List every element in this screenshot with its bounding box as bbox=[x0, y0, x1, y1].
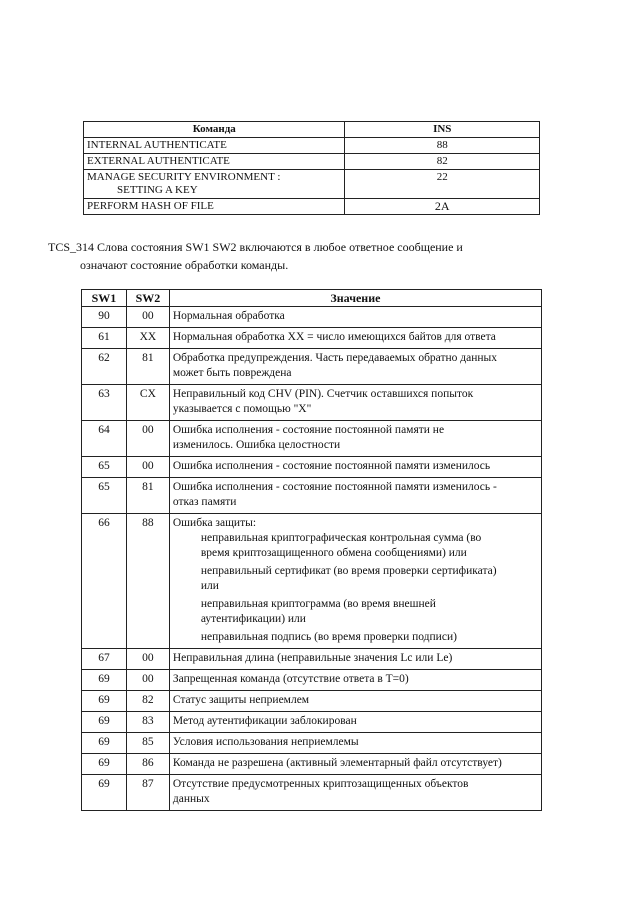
sw2-cell: XX bbox=[126, 328, 169, 349]
ins-cell: 22 bbox=[345, 170, 540, 199]
status-words-table bbox=[81, 289, 542, 811]
table-row bbox=[82, 349, 542, 385]
sw1-cell: 69 bbox=[82, 691, 127, 712]
meaning-sub-line: неправильная криптографическая контрольная сумма (во bbox=[200, 532, 482, 544]
command-cell bbox=[84, 138, 345, 154]
sw1-cell: 64 bbox=[82, 421, 127, 457]
table-row bbox=[82, 649, 542, 670]
meaning-cell bbox=[169, 649, 541, 670]
meaning-line: изменилось. Ошибка целостности bbox=[172, 439, 341, 451]
sw1-cell: 65 bbox=[82, 478, 127, 514]
status-words-body bbox=[82, 307, 542, 811]
sw2-cell: 00 bbox=[126, 421, 169, 457]
sw2-cell: 88 bbox=[126, 514, 169, 649]
column-header-ins: INS bbox=[345, 122, 540, 138]
meaning-line: Обработка предупреждения. Часть передаваемых обратно данных bbox=[172, 352, 498, 364]
meaning-sub-line: или bbox=[200, 580, 219, 592]
meaning-line: Ошибка исполнения - состояние постоянной памяти изменилось - bbox=[172, 481, 497, 493]
meaning-cell bbox=[169, 754, 541, 775]
sw1-cell: 63 bbox=[82, 385, 127, 421]
meaning-line: отказ памяти bbox=[172, 496, 237, 508]
table-row bbox=[82, 457, 542, 478]
table-row bbox=[84, 138, 540, 154]
meaning-line: Отсутствие предусмотренных криптозащищенных объектов bbox=[172, 778, 469, 790]
meaning-line: Ошибка исполнения - состояние постоянной памяти изменилось bbox=[172, 460, 491, 472]
table-row bbox=[82, 385, 542, 421]
table-row bbox=[82, 775, 542, 811]
column-header-sw1: SW1 bbox=[82, 290, 127, 307]
table-row bbox=[82, 754, 542, 775]
sw1-cell: 69 bbox=[82, 712, 127, 733]
table-row bbox=[82, 670, 542, 691]
table-row bbox=[84, 154, 540, 170]
sw2-cell: CX bbox=[126, 385, 169, 421]
meaning-line: Неправильная длина (неправильные значения Lc или Le) bbox=[172, 652, 453, 664]
command-text: INTERNAL AUTHENTICATE bbox=[87, 139, 227, 151]
meaning-sub-line: время криптозащищенного обмена сообщениями) или bbox=[200, 547, 467, 559]
meaning-line: указывается с помощью "X" bbox=[172, 403, 312, 415]
table-header-row bbox=[82, 290, 542, 307]
table-row bbox=[82, 307, 542, 328]
meaning-line: Ошибка защиты: bbox=[172, 517, 257, 529]
table-row bbox=[82, 328, 542, 349]
meaning-cell bbox=[169, 775, 541, 811]
meaning-cell bbox=[169, 670, 541, 691]
command-text-continued: SETTING A KEY bbox=[117, 184, 198, 196]
meaning-line: Ошибка исполнения - состояние постоянной памяти не bbox=[172, 424, 445, 436]
table-row bbox=[82, 421, 542, 457]
table-row bbox=[82, 478, 542, 514]
table-row bbox=[84, 199, 540, 215]
meaning-line: Условия использования неприемлемы bbox=[172, 736, 359, 748]
meaning-sub-line: неправильный сертификат (во время проверки сертификата) bbox=[200, 565, 497, 577]
sw1-cell: 66 bbox=[82, 514, 127, 649]
meaning-line: данных bbox=[172, 793, 210, 805]
sw2-cell: 00 bbox=[126, 649, 169, 670]
command-cell bbox=[84, 199, 345, 215]
meaning-line: Команда не разрешена (активный элементарный файл отсутствует) bbox=[172, 757, 502, 769]
paragraph-line-1: TCS_314 Слова состояния SW1 SW2 включаются в любое ответное сообщение и bbox=[48, 240, 463, 254]
sw1-cell: 90 bbox=[82, 307, 127, 328]
table-row bbox=[84, 170, 540, 199]
column-header-sw2: SW2 bbox=[126, 290, 169, 307]
meaning-line: может быть повреждена bbox=[172, 367, 292, 379]
sw1-cell: 62 bbox=[82, 349, 127, 385]
meaning-line: Неправильный код CHV (PIN). Счетчик оставшихся попыток bbox=[172, 388, 474, 400]
requirement-paragraph bbox=[48, 238, 548, 274]
meaning-cell bbox=[169, 349, 541, 385]
meaning-sub-line: аутентификации) или bbox=[200, 613, 306, 625]
paragraph-line-2: означают состояние обработки команды. bbox=[80, 258, 289, 272]
sw2-cell: 00 bbox=[126, 307, 169, 328]
sw2-cell: 82 bbox=[126, 691, 169, 712]
sw2-cell: 83 bbox=[126, 712, 169, 733]
meaning-line: Статус защиты неприемлем bbox=[172, 694, 310, 706]
sw1-cell: 69 bbox=[82, 775, 127, 811]
meaning-cell bbox=[169, 691, 541, 712]
meaning-cell bbox=[169, 328, 541, 349]
meaning-cell bbox=[169, 733, 541, 754]
sw2-cell: 81 bbox=[126, 349, 169, 385]
command-ins-table bbox=[83, 121, 540, 215]
meaning-line: Нормальная обработка bbox=[172, 310, 285, 322]
meaning-cell bbox=[169, 421, 541, 457]
table-row bbox=[82, 733, 542, 754]
meaning-cell bbox=[169, 478, 541, 514]
table-row bbox=[82, 514, 542, 649]
sw1-cell: 65 bbox=[82, 457, 127, 478]
table-row bbox=[82, 691, 542, 712]
sw2-cell: 85 bbox=[126, 733, 169, 754]
column-header-command: Команда bbox=[84, 122, 345, 138]
table-row bbox=[82, 712, 542, 733]
meaning-sub-line: неправильная криптограмма (во время внешней bbox=[200, 598, 436, 610]
meaning-sub-line: неправильная подпись (во время проверки подписи) bbox=[200, 631, 457, 643]
command-text: MANAGE SECURITY ENVIRONMENT : bbox=[87, 171, 281, 183]
table-header-row bbox=[84, 122, 540, 138]
meaning-cell bbox=[169, 307, 541, 328]
meaning-cell bbox=[169, 385, 541, 421]
command-cell bbox=[84, 154, 345, 170]
sw2-cell: 00 bbox=[126, 457, 169, 478]
meaning-cell bbox=[169, 514, 541, 649]
sw2-cell: 86 bbox=[126, 754, 169, 775]
ins-cell: 88 bbox=[345, 138, 540, 154]
meaning-cell bbox=[169, 457, 541, 478]
meaning-cell bbox=[169, 712, 541, 733]
sw1-cell: 67 bbox=[82, 649, 127, 670]
sw1-cell: 69 bbox=[82, 733, 127, 754]
sw1-cell: 69 bbox=[82, 754, 127, 775]
sw1-cell: 61 bbox=[82, 328, 127, 349]
column-header-meaning: Значение bbox=[169, 290, 541, 307]
command-text: EXTERNAL AUTHENTICATE bbox=[87, 155, 230, 167]
sw2-cell: 81 bbox=[126, 478, 169, 514]
meaning-line: Нормальная обработка XX = число имеющихся байтов для ответа bbox=[172, 331, 496, 343]
meaning-line: Запрещенная команда (отсутствие ответа в T=0) bbox=[172, 673, 409, 685]
meaning-line: Метод аутентификации заблокирован bbox=[172, 715, 357, 727]
sw2-cell: 00 bbox=[126, 670, 169, 691]
sw1-cell: 69 bbox=[82, 670, 127, 691]
ins-cell: 2A bbox=[345, 199, 540, 215]
sw2-cell: 87 bbox=[126, 775, 169, 811]
command-text: PERFORM HASH OF FILE bbox=[87, 200, 214, 212]
ins-cell: 82 bbox=[345, 154, 540, 170]
command-cell bbox=[84, 170, 345, 199]
